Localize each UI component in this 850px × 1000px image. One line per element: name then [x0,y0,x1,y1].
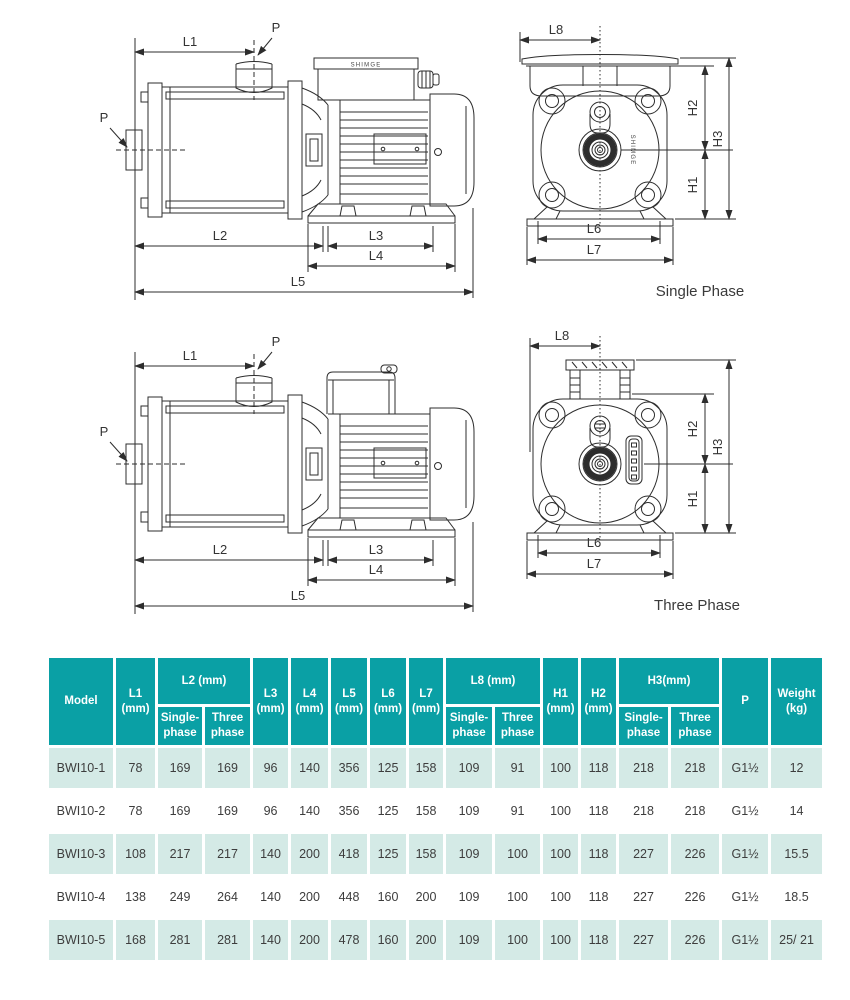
table-cell: 218 [619,791,668,831]
table-cell: 109 [446,791,492,831]
pump-front-view-single-phase [490,8,830,308]
table-cell: 264 [205,877,250,917]
table-row [49,748,822,788]
table-cell: 100 [543,834,578,874]
dim-label-l6: L6 [586,221,602,236]
table-cell: 100 [543,877,578,917]
table-cell: 217 [158,834,202,874]
table-cell: 227 [619,920,668,960]
dim-label-l4: L4 [368,562,384,577]
table-cell: 227 [619,834,668,874]
col-header-l2: L2 (mm) [158,658,250,704]
table-cell: 169 [205,748,250,788]
table-cell: 226 [671,877,719,917]
table-cell: 169 [205,791,250,831]
col-header-weight: Weight (kg) [771,658,822,745]
table-cell: 140 [253,920,288,960]
table-cell: 281 [205,920,250,960]
col-header-l3: L3 (mm) [253,658,288,745]
table-cell: 100 [495,877,540,917]
table-cell: G1½ [722,748,768,788]
table-cell: 109 [446,834,492,874]
table-cell: 100 [543,791,578,831]
table-cell: 356 [331,748,367,788]
col-header-l8: L8 (mm) [446,658,540,704]
brand-text: SHIMGE [350,62,382,69]
table-cell: 138 [116,877,155,917]
table-row [49,920,822,960]
model-cell: BWI10-1 [49,748,113,788]
table-row [49,834,822,874]
dim-label-p-top: P [271,20,281,35]
table-cell: 118 [581,748,616,788]
dim-label-l2: L2 [212,542,228,557]
table-cell: 96 [253,791,288,831]
table-cell: G1½ [722,920,768,960]
table-cell: 118 [581,834,616,874]
dimension-lines [520,32,736,265]
table-cell: 15.5 [771,834,822,874]
col-header-h2: H2 (mm) [581,658,616,745]
subheader-h3-three: Three phase [671,707,719,745]
table-cell: 78 [116,791,155,831]
table-cell: G1½ [722,877,768,917]
table-cell: G1½ [722,791,768,831]
dim-label-l6: L6 [586,535,602,550]
dim-label-l7: L7 [586,242,602,257]
subheader-l2-three: Three phase [205,707,250,745]
table-cell: 109 [446,877,492,917]
table-cell: 200 [291,877,328,917]
dim-label-h2: H2 [685,99,700,117]
table-cell: 418 [331,834,367,874]
dimension-lines [110,38,473,300]
table-cell: 118 [581,791,616,831]
table-cell: 108 [116,834,155,874]
table-cell: 160 [370,920,406,960]
pump-side-view-single-phase [78,8,498,308]
table-cell: 218 [671,791,719,831]
table-cell: 160 [370,877,406,917]
table-cell: 91 [495,791,540,831]
pump-body-drawing [116,354,474,537]
table-cell: 478 [331,920,367,960]
table-cell: 100 [543,748,578,788]
subheader-l8-three: Three phase [495,707,540,745]
col-header-p: P [722,658,768,745]
table-cell: 158 [409,834,443,874]
dim-label-h1: H1 [685,490,700,508]
dim-label-p-left: P [99,424,109,439]
table-cell: 140 [253,877,288,917]
table-cell: 448 [331,877,367,917]
table-cell: 78 [116,748,155,788]
model-cell: BWI10-4 [49,877,113,917]
table-cell: 169 [158,791,202,831]
table-cell: 14 [771,791,822,831]
pump-body-drawing [116,40,474,223]
three-phase-caption: Three Phase [654,597,740,614]
col-header-l4: L4 (mm) [291,658,328,745]
table-cell: 356 [331,791,367,831]
dim-label-l4: L4 [368,248,384,263]
col-header-l6: L6 (mm) [370,658,406,745]
dim-label-l3: L3 [368,542,384,557]
dim-label-l2: L2 [212,228,228,243]
table-cell: 125 [370,748,406,788]
dim-label-l1: L1 [182,34,198,49]
dim-label-l3: L3 [368,228,384,243]
table-cell: 227 [619,877,668,917]
table-cell: 226 [671,920,719,960]
table-cell: 218 [619,748,668,788]
pump-side-view-three-phase [78,322,498,622]
dim-label-l5: L5 [290,274,306,289]
dim-label-l5: L5 [290,588,306,603]
table-cell: 91 [495,748,540,788]
table-cell: 200 [409,877,443,917]
col-header-h1: H1 (mm) [543,658,578,745]
dim-label-p-left: P [99,110,109,125]
table-cell: 118 [581,877,616,917]
table-cell: 12 [771,748,822,788]
table-cell: 140 [291,748,328,788]
table-cell: 100 [495,920,540,960]
table-cell: 109 [446,920,492,960]
dim-label-l8: L8 [554,328,570,343]
table-cell: 109 [446,748,492,788]
subheader-l8-single: Single-phase [446,707,492,745]
dim-label-h2: H2 [685,420,700,438]
col-header-l7: L7 (mm) [409,658,443,745]
table-cell: 281 [158,920,202,960]
table-cell: G1½ [722,834,768,874]
table-cell: 158 [409,791,443,831]
table-cell: 200 [291,920,328,960]
col-header-model: Model [49,658,113,745]
terminal-box-three-phase [327,365,397,414]
table-cell: 125 [370,834,406,874]
table-cell: 249 [158,877,202,917]
col-header-l1: L1 (mm) [116,658,155,745]
table-row [49,877,822,917]
table-row [49,791,822,831]
model-cell: BWI10-2 [49,791,113,831]
table-cell: 200 [291,834,328,874]
dimension-lines [110,352,473,614]
table-cell: 226 [671,834,719,874]
single-phase-caption: Single Phase [655,283,745,300]
subheader-l2-single: Single-phase [158,707,202,745]
pump-front-view-three-phase [490,322,830,622]
brand-text-vertical: SHIMGE [629,134,635,166]
table-cell: 158 [409,748,443,788]
table-cell: 140 [253,834,288,874]
model-cell: BWI10-5 [49,920,113,960]
table-cell: 25/ 21 [771,920,822,960]
dimension-spec-table [46,655,825,963]
model-cell: BWI10-3 [49,834,113,874]
col-header-h3: H3(mm) [619,658,719,704]
pump-face-drawing [527,336,733,540]
table-cell: 100 [495,834,540,874]
dim-label-l7: L7 [586,556,602,571]
table-cell: 96 [253,748,288,788]
dim-label-l1: L1 [182,348,198,363]
table-cell: 217 [205,834,250,874]
table-cell: 218 [671,748,719,788]
subheader-h3-single: Single-phase [619,707,668,745]
col-header-l5: L5 (mm) [331,658,367,745]
dim-label-p-top: P [271,334,281,349]
table-cell: 118 [581,920,616,960]
table-cell: 140 [291,791,328,831]
dim-label-h1: H1 [685,176,700,194]
table-cell: 100 [543,920,578,960]
dim-label-h3: H3 [710,438,725,456]
table-cell: 169 [158,748,202,788]
dim-label-l8: L8 [548,22,564,37]
dim-label-h3: H3 [710,130,725,148]
table-cell: 125 [370,791,406,831]
table-cell: 168 [116,920,155,960]
table-cell: 200 [409,920,443,960]
table-cell: 18.5 [771,877,822,917]
pump-face-drawing [522,26,733,226]
